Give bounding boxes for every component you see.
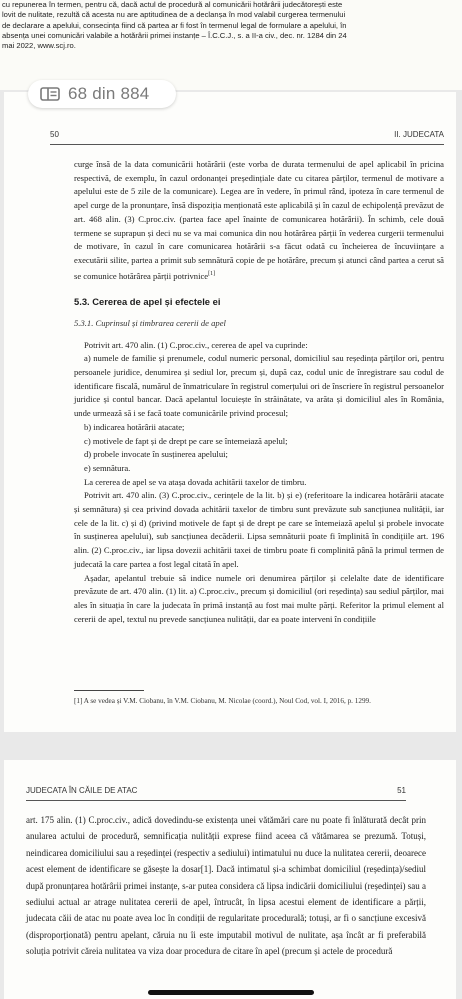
snippet-line: mai 2022, www.scj.ro. xyxy=(2,41,76,51)
list-item: b) indicarea hotărârii atacate; xyxy=(84,421,185,432)
page-number: 50 xyxy=(50,130,59,139)
paragraph: La cererea de apel se va atașa dovada achitării taxelor de timbru. xyxy=(84,476,307,487)
running-title: JUDECATA ÎN CĂILE DE ATAC xyxy=(26,786,138,795)
paragraph: Potrivit art. 470 alin. (3) C.proc.civ., cerințele de la lit. b) și e) (referitoare la indicarea hotărârii atacate și semnătura) și cea privind dovada achitării taxelor de timbru sunt prevăzute sub sancțiunea nulității, iar cele de la lit. c) și d) (privind motivele de fapt și de drept pe care se întemeiază apelul și probele invocate în susținerea apelului), sub sancțiunea decăderii. Lipsa semnăturii poate fi împlinită în condițiile art. 196 alin. (2) C.proc.civ., iar lipsa dovezii achitării taxei de timbru poate fi complinită până la primul termen de judecată la care partea a fost legal citată în apel. xyxy=(74,490,444,569)
running-header xyxy=(26,786,406,801)
page-counter: 68 din 884 xyxy=(68,84,150,103)
footnote-divider xyxy=(74,690,144,691)
list-item: a) numele de familie și prenumele, codul numeric personal, domiciliul sau reședința părților ori, pentru persoanele juridice, denumirea și sediul lor, precum și, după caz, codul unic de înregistrare sau codul de identificare fiscală, numărul de înmatriculare în registrul comerțului ori de înscriere în registrul persoanelor juridice și contul bancar. Dacă apelantul locuiește în străinătate, va arăta și domiciliul ales în România, unde urmează să i se facă toate comunicările privind procesul; xyxy=(74,353,444,419)
body-text xyxy=(74,158,444,626)
list-item: d) probele invocate în susținerea apelului; xyxy=(84,449,228,460)
running-header xyxy=(50,130,444,145)
snippet-line: lovit de nulitate, rezultă că acesta nu are aptitudinea de a declanșa în mod valabil curgerea termenului xyxy=(2,10,346,20)
running-title: II. JUDECATA xyxy=(394,130,444,139)
snippet-line: de declarare a apelului, consecința fiind că partea ar fi fost în termenul legal de formulare a apelului, în xyxy=(2,20,347,30)
page-51 xyxy=(4,760,456,999)
snippet-line: cu repunerea în termen, pentru că, dacă actul de procedură al comunicării hotărârii judecătorești este xyxy=(2,0,343,9)
list-item: c) motivele de fapt și de drept pe care se întemeiază apelul; xyxy=(84,435,288,446)
page-indicator[interactable] xyxy=(28,80,176,108)
book-icon xyxy=(40,87,60,101)
section-heading: 5.3. Cererea de apel și efectele ei xyxy=(74,296,221,308)
footnote-ref[interactable]: [1] xyxy=(208,270,216,277)
paragraph: Potrivit art. 470 alin. (1) C.proc.civ., cererea de apel va cuprinde: xyxy=(84,339,308,350)
home-indicator[interactable] xyxy=(148,990,314,995)
list-item: e) semnătura. xyxy=(84,462,131,473)
paragraph: art. 175 alin. (1) C.proc.civ., adică dovedindu-se existența unei vătămări care nu poate fi înlăturată decât prin anularea actului de procedură, semnificația nulității exprese fiind aceea că vătămarea se prezumă. Totuși, neindicarea domiciliului sau a reședinței (respectiv a sediului) intimatului nu duce la nulitatea cererii, deoarece acest element de identificare se găsește la dosar[1]. Dacă intimatul și-a schimbat domiciliul (reședința)/sediul după pronunțarea hotărârii primei instanțe, s-ar putea considera că lipsa indicării domiciliului (reședinței) sau a sediului actual ar atrage nulitatea cererii de apel, întrucât, în lipsa acestui element de identificare a părții, judecata căii de atac nu poate avea loc în condiții de regularitate procedurală; totuși, ar fi o sancțiune excesivă (disproporționată) pentru apelant, căruia nu îi este imputabil motivul de nulitate, așa încât ar fi preferabilă soluția potrivit căreia nulitatea va viza doar procedura de citare în apel (precum și actele de procedură xyxy=(26,815,426,957)
page-gap xyxy=(0,732,462,760)
paragraph: curge însă de la data comunicării hotărârii (este vorba de durata termenului de apel aplicabil în pricina respectivă, de exemplu, în cazul ordonanței președințiale date cu citarea părților, termenul de motivare a apelului este de 5 zile de la comunicare). Legea are în vedere, în primul rând, ipoteza în care termenul de apel curge de la pronunțare, însă dispoziția menționată este aplicabilă și în cazul de echipolență prevăzut de art. 468 alin. (3) C.proc.civ. (partea face apel înainte de comunicarea hotărârii). În schimb, cele două termene se suprapun și deci nu se va mai comunica din nou hotărârea părții în vederea curgerii termenului de motivare, în cazul în care comunicarea hotărârii s-a făcut odată cu încheierea de încuviințare a executării silite, partea a primit sub semnătură copie de pe hotărâre, precum și atunci când partea a cerut să se comunice hotărârea părții potrivnice[1] xyxy=(74,159,444,281)
body-text xyxy=(26,812,426,960)
subsection-heading: 5.3.1. Cuprinsul și timbrarea cererii de apel xyxy=(74,317,226,328)
footnote: [1] A se vedea și V.M. Ciobanu, în V.M. Ciobanu, M. Nicolae (coord.), Noul Cod, vol. I, 2016, p. 1299. xyxy=(74,697,371,705)
page-50 xyxy=(4,92,456,732)
snippet-line: absența unei comunicări valabile a hotărârii primei instanțe – Î.C.C.J., s. a II-a civ., dec. nr. 1284 din 24 xyxy=(2,30,347,40)
page-number: 51 xyxy=(397,786,406,795)
paragraph: Așadar, apelantul trebuie să indice numele ori denumirea părților și celelalte date de identificare prevăzute de art. 470 alin. (1) lit. a) C.proc.civ., precum și domiciliul (ori reședința) sau sediul părților, mai ales în situația în care la judecata în primă instanță au fost mai multe părți. Referitor la primul element al cererii de apel, textul nu prevede sancțiunea nulității, dar ea poate interveni în condițiile xyxy=(74,572,444,624)
previous-page-snippet xyxy=(0,0,462,90)
